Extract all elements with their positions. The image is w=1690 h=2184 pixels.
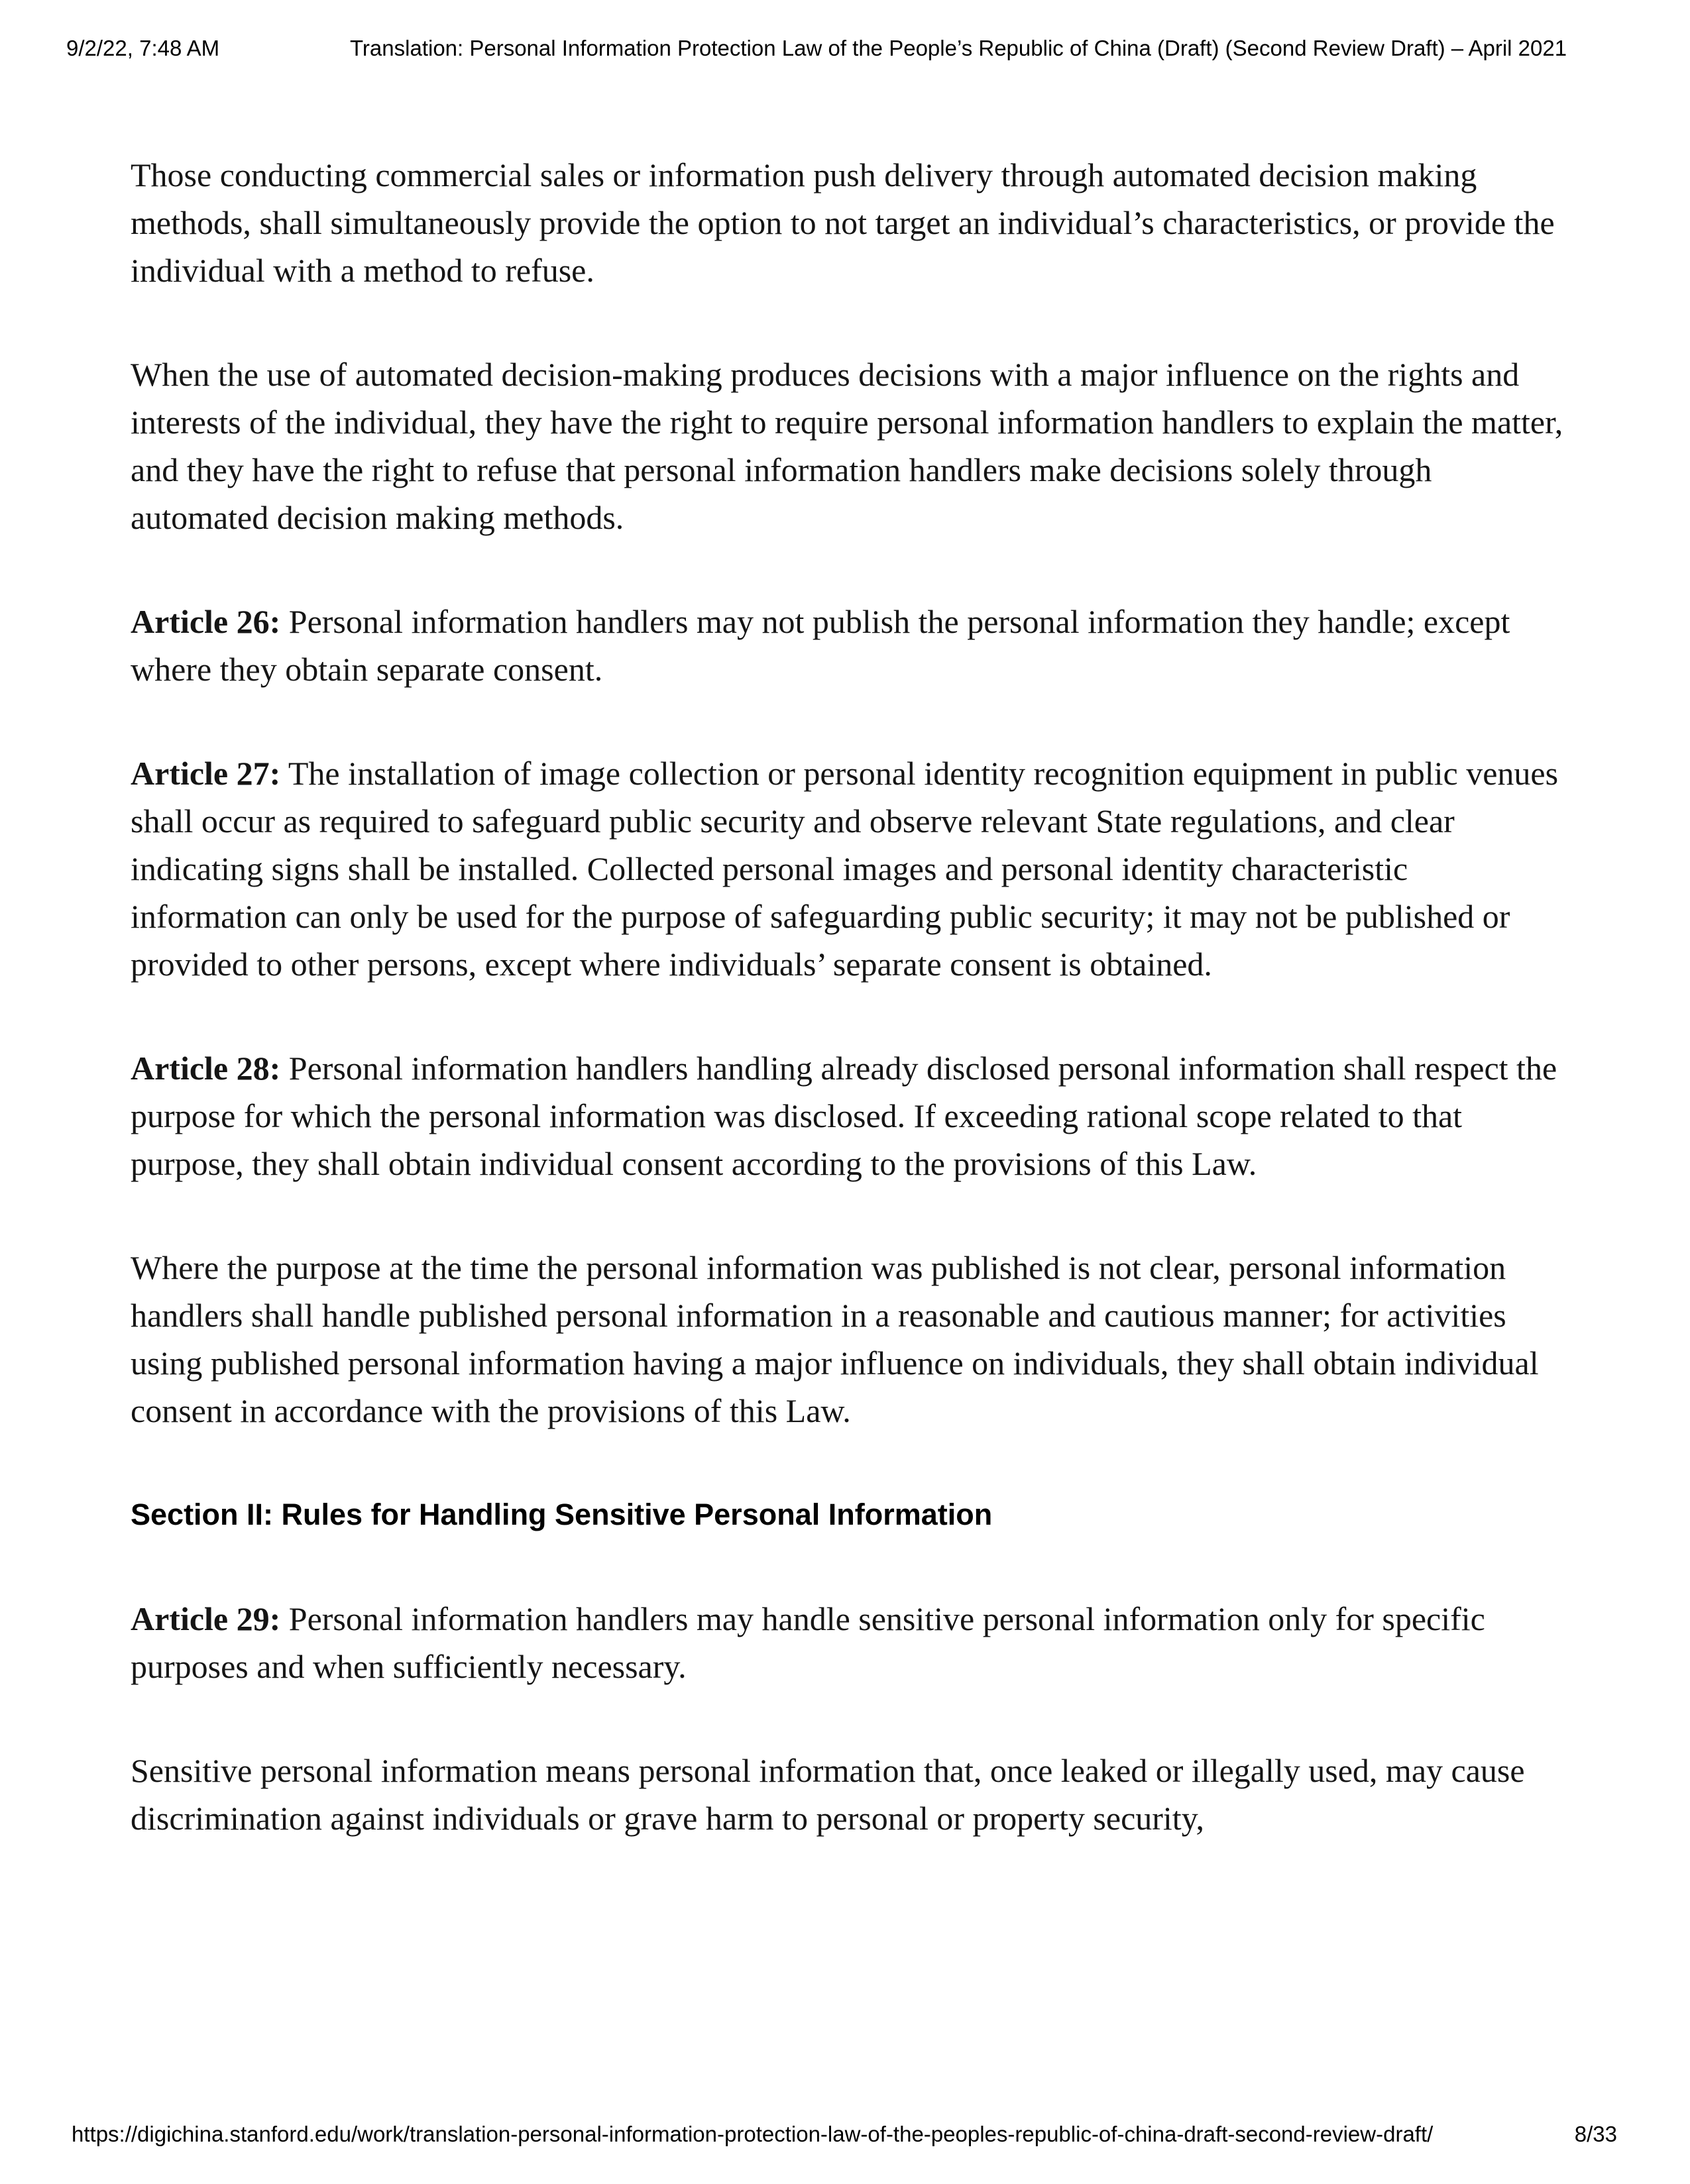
paragraph-text: Where the purpose at the time the personal information was published is not clear, personal information handlers shall handle published personal information in a reasonable and cautious manner; for activities using published personal information having a major influence on individuals, they shall obtain individual consent in accordance with the provisions of this Law. [131, 1249, 1539, 1429]
print-header-title: Translation: Personal Information Protection Law of the People’s Republic of China (Draft) (Second Review Draft) – April 2021 [350, 36, 1567, 60]
paragraph-article-27 [131, 749, 1565, 988]
paragraph-article-26 [131, 598, 1565, 693]
paragraph-text: Those conducting commercial sales or information push delivery through automated decision making methods, shall simultaneously provide the option to not target an individual’s characteristics, or provide the individual with a method to refuse. [131, 156, 1555, 289]
paragraph-text: Personal information handlers may handle sensitive personal information only for specific purposes and when sufficiently necessary. [131, 1600, 1485, 1685]
article-26-label: Article 26: [131, 603, 281, 640]
paragraph-automated-decision-rights [131, 351, 1565, 541]
document-body [131, 151, 1565, 1898]
paragraph-article-28 [131, 1044, 1565, 1187]
article-27-label: Article 27: [131, 755, 281, 792]
print-footer-url: https://digichina.stanford.edu/work/translation-personal-information-protection-law-of-the-peoples-republic-of-china-draft-second-review-draft/ [72, 2122, 1434, 2146]
print-footer-page-number: 8/33 [1574, 2122, 1617, 2146]
print-header-datetime: 9/2/22, 7:48 AM [66, 36, 220, 60]
section-ii-heading: Section II: Rules for Handling Sensitive Personal Information [131, 1498, 993, 1531]
article-29-label: Article 29: [131, 1600, 281, 1637]
article-28-label: Article 28: [131, 1050, 281, 1087]
paragraph-text: Personal information handlers may not publish the personal information they handle; except where they obtain separate consent. [131, 603, 1510, 688]
paragraph-automated-sales [131, 151, 1565, 294]
paragraph-article-29 [131, 1595, 1565, 1690]
paragraph-text: Personal information handlers handling already disclosed personal information shall respect the purpose for which the personal information was disclosed. If exceeding rational scope related to that purpose, they shall obtain individual consent according to the provisions of this Law. [131, 1050, 1557, 1182]
paragraph-text: Sensitive personal information means personal information that, once leaked or illegally used, may cause discrimination against individuals or grave harm to personal or property security, [131, 1752, 1525, 1837]
paragraph-text: The installation of image collection or personal identity recognition equipment in public venues shall occur as required to safeguard public security and observe relevant State regulations, and clear indicating signs shall be installed. Collected personal images and personal identity characteristic information can only be used for the purpose of safeguarding public security; it may not be published or provided to other persons, except where individuals’ separate consent is obtained. [131, 755, 1559, 983]
paragraph-sensitive-definition [131, 1747, 1565, 1842]
paragraph-published-purpose [131, 1244, 1565, 1435]
paragraph-text: When the use of automated decision-making produces decisions with a major influence on the rights and interests of the individual, they have the right to require personal information handlers to explain the matter, and they have the right to refuse that personal information handlers make decisions solely through automated decision making methods. [131, 356, 1563, 536]
